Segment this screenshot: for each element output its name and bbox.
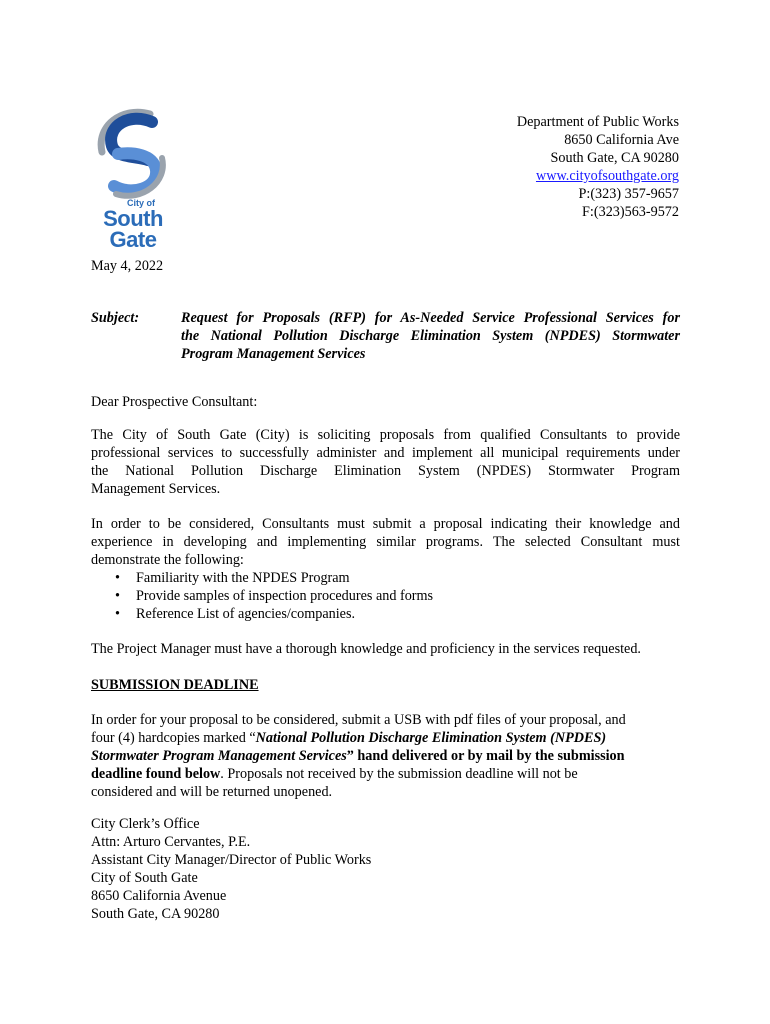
address-line: Attn: Arturo Cervantes, P.E. <box>91 834 251 850</box>
address-line: Assistant City Manager/Director of Public Works <box>91 852 372 868</box>
website-link[interactable]: www.cityofsouthgate.org <box>535 168 679 184</box>
subject-text <box>181 309 680 363</box>
paragraph-line <box>91 747 680 765</box>
submission-paragraph <box>91 711 680 801</box>
paragraph-line: the National Pollution Discharge Elimination System (NPDES) Stormwater Program <box>91 463 680 479</box>
list-item-text: Familiarity with the NPDES Program <box>136 570 350 586</box>
mailing-address-block <box>91 815 680 923</box>
paragraph-line: demonstrate the following: <box>91 552 244 568</box>
address-line: 8650 California Avenue <box>91 888 227 904</box>
logo-gate-text: Gate <box>109 227 157 252</box>
city-logo-swirl-icon <box>92 108 174 200</box>
paragraph-emphasis: Stormwater Program Management Services <box>91 748 347 764</box>
address-line: South Gate, CA 90280 <box>91 906 220 922</box>
department-name: Department of Public Works <box>516 114 679 130</box>
paragraph-line: In order for your proposal to be considered, submit a USB with pdf files of your proposal, and <box>91 712 626 728</box>
letter-date: May 4, 2022 <box>91 258 164 274</box>
list-item <box>115 569 433 587</box>
department-city-state-zip: South Gate, CA 90280 <box>550 150 679 166</box>
logo-south-text: South <box>103 206 163 231</box>
paragraph-bold: ” hand delivered or by mail by the submission <box>346 748 625 764</box>
salutation: Dear Prospective Consultant: <box>91 394 258 410</box>
logo-city-of-text: City of <box>127 198 155 208</box>
list-item-text: Reference List of agencies/companies. <box>136 606 356 622</box>
paragraph-line: The City of South Gate (City) is soliciting proposals from qualified Consultants to provide <box>91 427 680 443</box>
bullet-icon: • <box>115 606 120 622</box>
subject-label: Subject: <box>91 310 140 326</box>
intro-paragraph <box>91 426 680 498</box>
address-line: City of South Gate <box>91 870 198 886</box>
subject-line: Request for Proposals (RFP) for As-Needed Service Professional Services for <box>181 310 680 326</box>
paragraph-line: considered and will be returned unopened. <box>91 784 333 800</box>
paragraph-line <box>91 729 680 747</box>
department-address-block <box>517 113 679 221</box>
address-line: City Clerk’s Office <box>91 816 200 832</box>
department-street: 8650 California Ave <box>564 132 679 148</box>
list-item <box>115 605 433 623</box>
paragraph-line: In order to be considered, Consultants must submit a proposal indicating their knowledge and <box>91 516 680 532</box>
list-item-text: Provide samples of inspection procedures and forms <box>136 588 434 604</box>
paragraph-bold: deadline found below <box>91 766 221 782</box>
paragraph-line: experience in developing and implementing similar programs. The selected Consultant must <box>91 534 680 550</box>
phone-number: P:(323) 357-9657 <box>578 186 679 202</box>
fax-number: F:(323)563-9572 <box>582 204 679 220</box>
bullet-icon: • <box>115 570 120 586</box>
paragraph-emphasis: National Pollution Discharge Elimination System (NPDES) <box>255 730 607 746</box>
subject-line: the National Pollution Discharge Elimination System (NPDES) Stormwater <box>181 328 680 344</box>
paragraph-line <box>91 765 680 783</box>
paragraph-text: four (4) hardcopies marked “ <box>91 730 256 746</box>
paragraph-line: Management Services. <box>91 481 221 497</box>
paragraph-line: professional services to successfully administer and implement all municipal requirements under <box>91 445 680 461</box>
project-manager-paragraph: The Project Manager must have a thorough knowledge and proficiency in the services requested. <box>91 641 641 657</box>
paragraph-text: . Proposals not received by the submission deadline will not be <box>220 766 578 782</box>
requirements-list <box>115 569 433 623</box>
list-item <box>115 587 433 605</box>
city-logo <box>92 108 174 252</box>
bullet-icon: • <box>115 588 120 604</box>
requirements-paragraph <box>91 515 680 569</box>
subject-line: Program Management Services <box>181 346 366 362</box>
submission-deadline-heading: SUBMISSION DEADLINE <box>91 677 259 693</box>
